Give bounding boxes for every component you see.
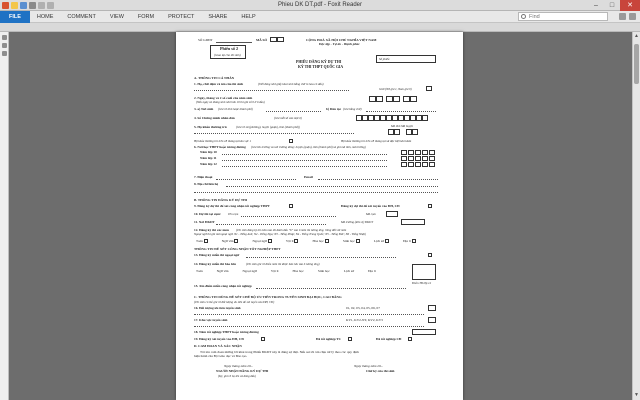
cluster-code-box bbox=[386, 211, 398, 217]
dkdt-line bbox=[216, 224, 326, 225]
ribbon-extra-icons bbox=[619, 13, 636, 20]
q19b-label: Đã tốt nghiệp TC bbox=[316, 337, 342, 341]
reserve-subject-row bbox=[196, 269, 376, 273]
cluster-name-label: Tên cụm bbox=[228, 212, 239, 216]
xa-dbkk-label: Hộ khẩu thường trú trên 18 tháng tại xã đặc biệt khó khăn bbox=[341, 139, 412, 143]
year-12-label: Năm lớp 12 bbox=[200, 162, 217, 166]
tab-help[interactable]: HELP bbox=[241, 13, 256, 20]
score-box bbox=[412, 264, 436, 280]
find-input[interactable] bbox=[529, 13, 603, 20]
q12-note-2: Ngoại ngữ thì ghi mã ngoại ngữ. N1 - Tiếng Anh; N2 - Tiếng Nga; N3 - Tiếng Pháp; N4 - Tiếng Trung Quốc; N5 - Tiếng Đức; N6 - Tiếng Nhật) bbox=[194, 232, 366, 236]
q9b-checkbox bbox=[428, 204, 432, 208]
reserve-geography: Địa lí bbox=[368, 269, 376, 273]
phieu-note: (Giao lại cho thí sinh) bbox=[214, 53, 241, 57]
tab-home[interactable]: HOME bbox=[36, 13, 54, 20]
q14-note: (Thí sinh ghi rõ điểm môn thi được bảo lưu vào ô tương ứng) bbox=[246, 262, 320, 266]
ma-so-box bbox=[270, 37, 277, 42]
pdf-page bbox=[176, 32, 463, 400]
q19-checkbox bbox=[261, 337, 265, 341]
year-10-label: Năm lớp 10 bbox=[200, 150, 217, 154]
tab-form[interactable]: FORM bbox=[137, 13, 155, 20]
q11-label: 11. Nơi ĐKDT bbox=[194, 220, 215, 224]
phieu-so: Phiếu số 2 bbox=[220, 46, 239, 51]
q6-label: 6. Nơi học THPT hoặc tương đương bbox=[194, 145, 246, 149]
cluster-code-label: Mã cụm bbox=[366, 212, 376, 216]
commitment-text: Tôi xin cam đoan những lời khai trong Phiếu ĐKDT này là đúng sự thật. Nếu sai tôi xin chịu xử lý theo các quy định bbox=[200, 350, 359, 354]
reserve-literature: Ngữ văn bbox=[216, 269, 229, 273]
search-icon bbox=[521, 14, 526, 19]
find-box[interactable] bbox=[518, 12, 608, 21]
date-left: Ngày tháng năm 20... bbox=[224, 364, 254, 368]
q9-label: 9. Đăng ký dự thi để xét công nhận tốt nghiệp THPT bbox=[194, 204, 270, 208]
scroll-up-icon[interactable]: ▲ bbox=[634, 33, 639, 39]
receiver-signature-note: (Ký, ghi rõ họ tên và đóng dấu) bbox=[218, 374, 256, 378]
reserve-chemistry: Hóa học bbox=[292, 269, 304, 273]
chxh-title: CỘNG HOÀ XÃ HỘI CHỦ NGHĨA VIỆT NAM bbox=[306, 38, 377, 42]
ma-so-box bbox=[277, 37, 284, 42]
dob-boxes bbox=[369, 96, 417, 102]
q13-checkbox bbox=[428, 253, 432, 257]
subject-biology: Sinh học bbox=[342, 239, 355, 243]
candidate-signature: Chữ ký của thí sinh bbox=[366, 369, 395, 373]
name-line bbox=[194, 90, 349, 91]
id-boxes bbox=[356, 115, 428, 121]
section-d-title: D. CAM ĐOAN VÀ XÁC NHẬN bbox=[194, 344, 242, 348]
school-code-boxes bbox=[401, 150, 435, 167]
q13-line bbox=[246, 257, 396, 258]
tab-file[interactable]: FILE bbox=[0, 11, 30, 23]
graduation-info-title: THÔNG TIN ĐỂ XÉT CÔNG NHẬN TỐT NGHIỆP THPT bbox=[194, 247, 281, 251]
year-11-label: Năm lớp 11 bbox=[200, 156, 217, 160]
section-c-note: (Thí sinh có thể ghi rõ đối tượng ưu tiên để xét tuyển vào ĐH, CĐ) bbox=[194, 300, 275, 304]
dkdt-code-label: Mã trường (đơn vị) ĐKDT bbox=[341, 220, 374, 224]
q3-note: (Ghi rõ tỉnh hoặc thành phố) bbox=[218, 107, 253, 111]
avg-score-label: Điểm TB lớp 12 bbox=[412, 281, 432, 285]
minimize-icon[interactable]: – bbox=[594, 2, 598, 9]
q19c-checkbox bbox=[408, 337, 412, 341]
subject-chemistry: Hóa học bbox=[312, 239, 324, 243]
date-right: Ngày tháng năm 20... bbox=[354, 364, 384, 368]
ethnicity-note: (Ghi bằng chữ) bbox=[343, 107, 362, 111]
title-bar bbox=[0, 0, 640, 11]
phone-line bbox=[216, 179, 296, 180]
year-12-line bbox=[222, 166, 387, 167]
q4-note: (Ghi mỗi số vào một ô) bbox=[274, 116, 302, 120]
q9-checkbox bbox=[289, 204, 293, 208]
ma-so-label: MÃ SỐ bbox=[256, 38, 268, 42]
address-line-2 bbox=[194, 192, 438, 193]
province-code-boxes bbox=[388, 129, 418, 135]
tab-share[interactable]: SHARE bbox=[208, 13, 228, 20]
q2-label: 2. Ngày, tháng và 2 số cuối của năm sinh bbox=[194, 96, 253, 100]
subject-physics: Vật lí bbox=[285, 239, 294, 243]
reserve-physics: Vật lí bbox=[270, 269, 279, 273]
q4-label: 4. Số Chứng minh nhân dân bbox=[194, 116, 235, 120]
so-gddt-line bbox=[216, 42, 252, 43]
window-controls bbox=[588, 0, 640, 11]
scroll-down-icon[interactable]: ▼ bbox=[634, 392, 639, 398]
q7-label: 7. Điện thoại bbox=[194, 175, 213, 179]
subject-row bbox=[196, 239, 416, 243]
q17-label: 17. Khu vực tuyển sinh bbox=[194, 318, 228, 322]
reserve-foreign-language: Ngoại ngữ bbox=[242, 269, 257, 273]
gender-box bbox=[426, 86, 432, 91]
q10-label: 10. Dự thi tại cụm: bbox=[194, 212, 222, 216]
layers-icon[interactable] bbox=[2, 51, 7, 56]
q18-box bbox=[412, 329, 436, 335]
pages-icon[interactable] bbox=[2, 43, 7, 48]
q9b-label: Đăng ký dự thi để xét tuyển vào ĐH, CĐ bbox=[341, 204, 400, 208]
q15-line bbox=[256, 288, 406, 289]
q12-note: (Thí sinh đăng ký thi môn nào thì đánh dấu "X" vào ô môn thi tương ứng, riêng đối với môn bbox=[236, 228, 347, 232]
gender-label: Giới (Nữ ghi 1, Nam ghi 0) bbox=[379, 87, 412, 91]
document-tab-strip bbox=[0, 23, 640, 32]
tab-protect[interactable]: PROTECT bbox=[168, 13, 195, 20]
ethnicity-label: b) Dân tộc bbox=[326, 107, 342, 111]
birthplace-line bbox=[266, 111, 321, 112]
subject-foreign-language: Ngoại ngữ bbox=[252, 239, 267, 243]
so-gddt-label: SỐ GDĐT bbox=[198, 38, 213, 42]
tab-view[interactable]: VIEW bbox=[109, 13, 124, 20]
q19c-label: Đã tốt nghiệp CĐ bbox=[376, 337, 402, 341]
motto: Độc lập - Tự do - Hạnh phúc bbox=[319, 42, 360, 46]
tab-comment[interactable]: COMMENT bbox=[67, 13, 96, 20]
kv1-label: Hộ khẩu thường trú trên 18 tháng tại khu vực 1 bbox=[194, 139, 252, 143]
q18-label: 18. Năm tốt nghiệp THPT hoặc tương đương bbox=[194, 330, 259, 334]
section-b-title: B. THÔNG TIN ĐĂNG KÝ DỰ THI bbox=[194, 198, 248, 202]
receiver-signature-title: NGƯỜI NHẬN ĐĂNG KÝ DỰ THI bbox=[216, 369, 269, 373]
kv1-checkbox bbox=[289, 139, 293, 143]
q17-line bbox=[194, 326, 424, 327]
q8-label: 8. Địa chỉ liên hệ bbox=[194, 182, 219, 186]
scrollbar-thumb[interactable] bbox=[634, 44, 639, 84]
reserve-math: Toán bbox=[196, 269, 203, 273]
q19b-checkbox bbox=[348, 337, 352, 341]
email-label: Email bbox=[304, 175, 313, 179]
dkdt-code-box bbox=[401, 219, 425, 225]
q5-label: 5. Hộ khẩu thường trú bbox=[194, 125, 227, 129]
settings-icon[interactable] bbox=[619, 13, 626, 20]
vertical-scrollbar[interactable] bbox=[632, 32, 640, 400]
cluster-line bbox=[241, 216, 336, 217]
exam-heading: KỲ THI THPT QUỐC GIA bbox=[298, 65, 344, 69]
ribbon-tabs bbox=[0, 11, 640, 23]
q3-label: 3. a) Nơi sinh bbox=[194, 107, 214, 111]
q1-note: (Viết đúng như giấy khai sinh bằng chữ in hoa có dấu) bbox=[258, 82, 324, 86]
address-line bbox=[226, 186, 438, 187]
navigation-panel bbox=[0, 32, 9, 400]
window-title: Phieu DK DT.pdf - Foxit Reader bbox=[277, 2, 363, 8]
q14-label: 14. Đăng ký miễn thi bảo lưu bbox=[194, 262, 236, 266]
reserve-biology: Sinh học bbox=[317, 269, 330, 273]
section-c-title: C. THÔNG TIN DÙNG ĐỂ XÉT CHẾ ĐỘ ƯU TIÊN TRONG TUYỂN SINH ĐẠI HỌC, CAO ĐẲNG bbox=[194, 295, 342, 299]
q6-note: (Ghi tên trường và nơi trường đóng: huyện (quận), tỉnh (thành phố) và ghi mã tỉnh, mã trường) bbox=[251, 145, 366, 149]
close-icon[interactable]: ✕ bbox=[620, 0, 640, 11]
q12-label: 12. Đăng ký thi các môn bbox=[194, 228, 229, 232]
q2-note: (Nếu ngày và tháng sinh nhỏ hơn 10 thì ghi số 0 ở ô đầu) bbox=[196, 100, 265, 104]
q16-line bbox=[194, 314, 424, 315]
q13-label: 13. Đăng ký miễn thi ngoại ngữ bbox=[194, 253, 240, 257]
q1-label: 1. Họ, chữ đệm và tên của thí sinh bbox=[194, 82, 244, 86]
q17-codes: KV1, KV2-NT, KV2, KV3 bbox=[346, 318, 383, 322]
so-phieu-label: Số phiếu bbox=[379, 57, 390, 61]
section-a-title: A. THÔNG TIN CÁ NHÂN bbox=[194, 76, 235, 80]
year-11-line bbox=[222, 160, 387, 161]
q16-box bbox=[428, 305, 436, 311]
subject-geography: Địa lí bbox=[403, 239, 411, 243]
q5-note: (Ghi rõ xã (phường), huyện (quận), tỉnh (thành phố)) bbox=[236, 125, 300, 129]
form-heading: PHIẾU ĐĂNG KÝ DỰ THI bbox=[296, 60, 342, 64]
q17-box bbox=[428, 317, 436, 323]
email-line bbox=[318, 179, 438, 180]
commitment-text-2: hiện hành của Bộ Giáo dục và Đào tạo. bbox=[194, 354, 248, 358]
ethnicity-line bbox=[366, 111, 436, 112]
subject-math: Toán bbox=[196, 239, 203, 243]
q16-codes: 01, 02, 03, 04, 05, 06, 07 bbox=[346, 306, 380, 310]
q16-label: 16. Đối tượng ưu tiên tuyển sinh bbox=[194, 306, 241, 310]
q15-label: 15. Xin điểm miễn công nhận tốt nghiệp bbox=[194, 284, 252, 288]
province-code-label: Mã tỉnh Mã huyện bbox=[391, 124, 414, 128]
q19-label: 19. Đăng ký xét tuyển vào ĐH, CĐ bbox=[194, 337, 244, 341]
residence-line bbox=[194, 133, 354, 134]
subject-literature: Ngữ văn bbox=[221, 239, 234, 243]
subject-history: Lịch sử bbox=[373, 239, 385, 243]
reserve-history: Lịch sử bbox=[343, 269, 355, 273]
maximize-icon[interactable]: □ bbox=[609, 2, 615, 9]
bookmarks-icon[interactable] bbox=[2, 35, 7, 40]
year-10-line bbox=[222, 154, 387, 155]
help-icon[interactable] bbox=[629, 13, 636, 20]
